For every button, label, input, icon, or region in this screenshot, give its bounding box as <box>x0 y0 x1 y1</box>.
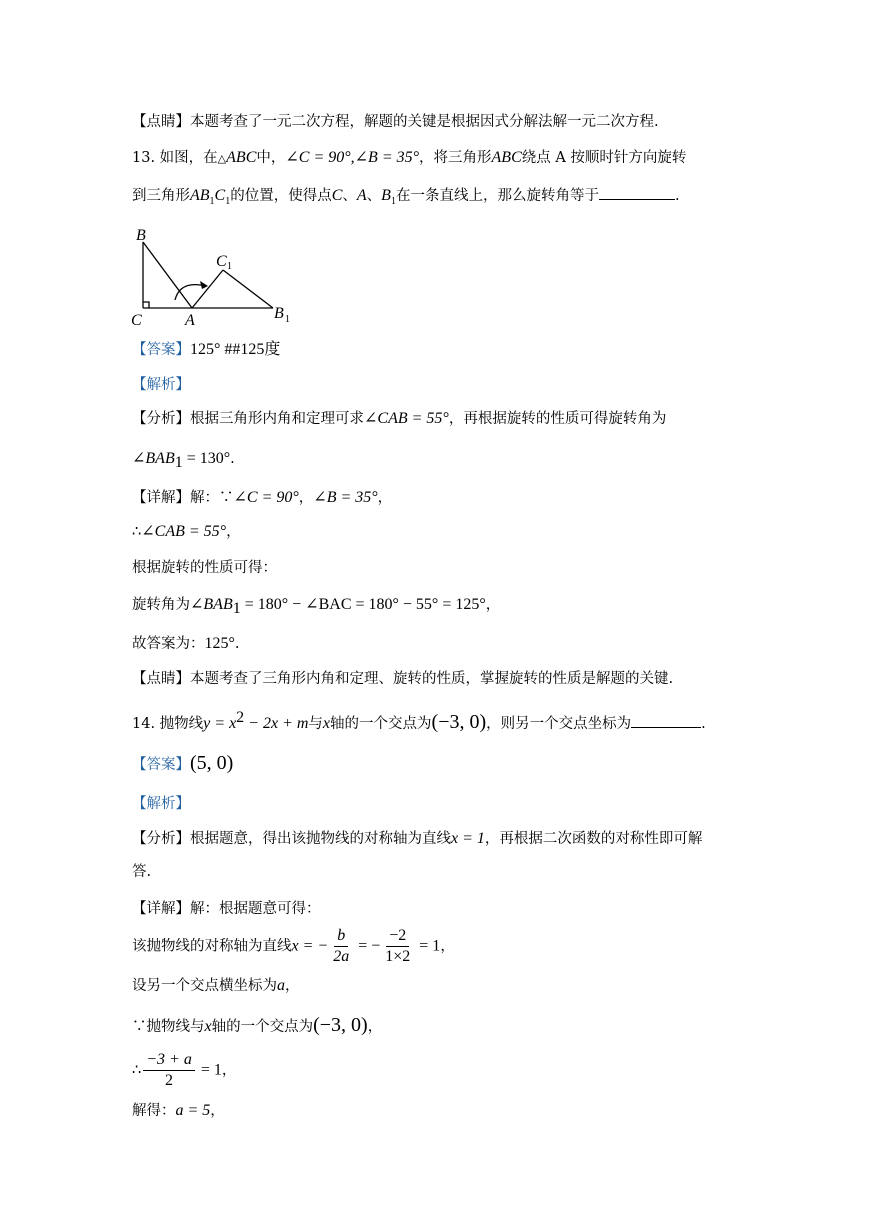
fenxi-13-line-2: $\angle BAB_1 = 130^\circ$. <box>132 450 235 471</box>
xiangjie-14-line-2: 该抛物线的对称轴为直线x = − $\frac{b}{2a}$ = − $\frac{-2}{1\times 2}$ = 1， <box>132 927 455 965</box>
answer-blank <box>599 185 675 200</box>
xiangjie-14-line-1: 【详解】解：根据题意可得： <box>132 901 321 917</box>
xiangjie-14-line-6: 解得：a = 5， <box>132 1102 225 1119</box>
label-c1: C <box>216 253 227 270</box>
label-b: B <box>136 227 146 244</box>
fraction-neg3-plus-a: $\frac{-3 + a}{2}$ <box>143 1050 195 1091</box>
fraction-b-2a: $\frac{b}{2a}$ <box>333 927 350 965</box>
segment-ac1 <box>192 270 223 308</box>
question-13-line-2: 到三角形$AB_1C_1$的位置，使得点C、A、$B_1$在一条直线上，那么旋转角等于 . <box>132 187 680 207</box>
dianjing-13: 【点睛】本题考查了三角形内角和定理、旋转的性质，掌握旋转的性质是解题的关键. <box>132 671 674 687</box>
xiangjie-14-line-3: 设另一个交点横坐标为a， <box>132 977 300 994</box>
question-13-line-1: 13. 如图，在△ABC中，∠C = 90°,∠B = 35°，将三角形ABC绕点 A 按顺时针方向旋转 <box>132 149 687 166</box>
question-14: 14. 抛物线$y = x^2 - 2x + m$与x轴的一个交点为(−3, 0)，则另一个交点坐标为 . <box>132 709 706 733</box>
segment-c1b1 <box>223 270 273 308</box>
label-b1: B <box>274 305 284 322</box>
xiangjie-13-line-1: 【详解】解：∵∠C = 90°，∠B = 35°， <box>132 489 393 506</box>
dianjing-previous: 【点睛】本题考查了一元二次方程，解题的关键是根据因式分解法解一元二次方程. <box>132 114 659 130</box>
rotation-figure <box>128 222 298 332</box>
label-b1-sub: 1 <box>285 314 290 325</box>
xiangjie-14-line-4: ∵抛物线与x轴的一个交点为(−3, 0)， <box>132 1014 383 1036</box>
right-angle-mark <box>143 302 149 308</box>
xiangjie-13-line-4: 旋转角为$\angle BAB_1 = 180^\circ$ − ∠BAC = 180° − 55° = 125°， <box>132 596 501 617</box>
xiangjie-13-line-3: 根据旋转的性质可得： <box>132 560 277 576</box>
fenxi-13-line-1: 【分析】根据三角形内角和定理可求∠CAB = 55°，再根据旋转的性质可得旋转角为 <box>132 410 667 427</box>
fraction-neg2-1x2: $\frac{-2}{1\times 2}$ <box>385 927 411 965</box>
xiangjie-13-line-5: 故答案为：125°. <box>132 635 240 652</box>
triangle-symbol: △ <box>217 152 227 165</box>
fenxi-14-line-1: 【分析】根据题意，得出该抛物线的对称轴为直线x = 1，再根据二次函数的对称性即可解 <box>132 830 703 847</box>
answer-blank <box>631 713 701 728</box>
answer-13: 【答案】125° ##125度 <box>132 341 281 358</box>
label-c1-sub: 1 <box>227 261 232 272</box>
jiexi-13: 【解析】 <box>132 377 190 393</box>
xiangjie-13-line-2: ∴∠CAB = 55°， <box>132 523 241 540</box>
answer-14: 【答案】(5, 0) <box>132 752 234 774</box>
segment-ba <box>143 242 192 308</box>
jiexi-14: 【解析】 <box>132 796 190 812</box>
fenxi-14-line-2: 答. <box>132 864 152 880</box>
rotation-arrowhead <box>200 281 208 289</box>
label-c: C <box>131 312 142 329</box>
label-a: A <box>185 312 195 329</box>
xiangjie-14-line-5: ∴ $\frac{-3 + a}{2}$ = 1， <box>132 1051 237 1089</box>
